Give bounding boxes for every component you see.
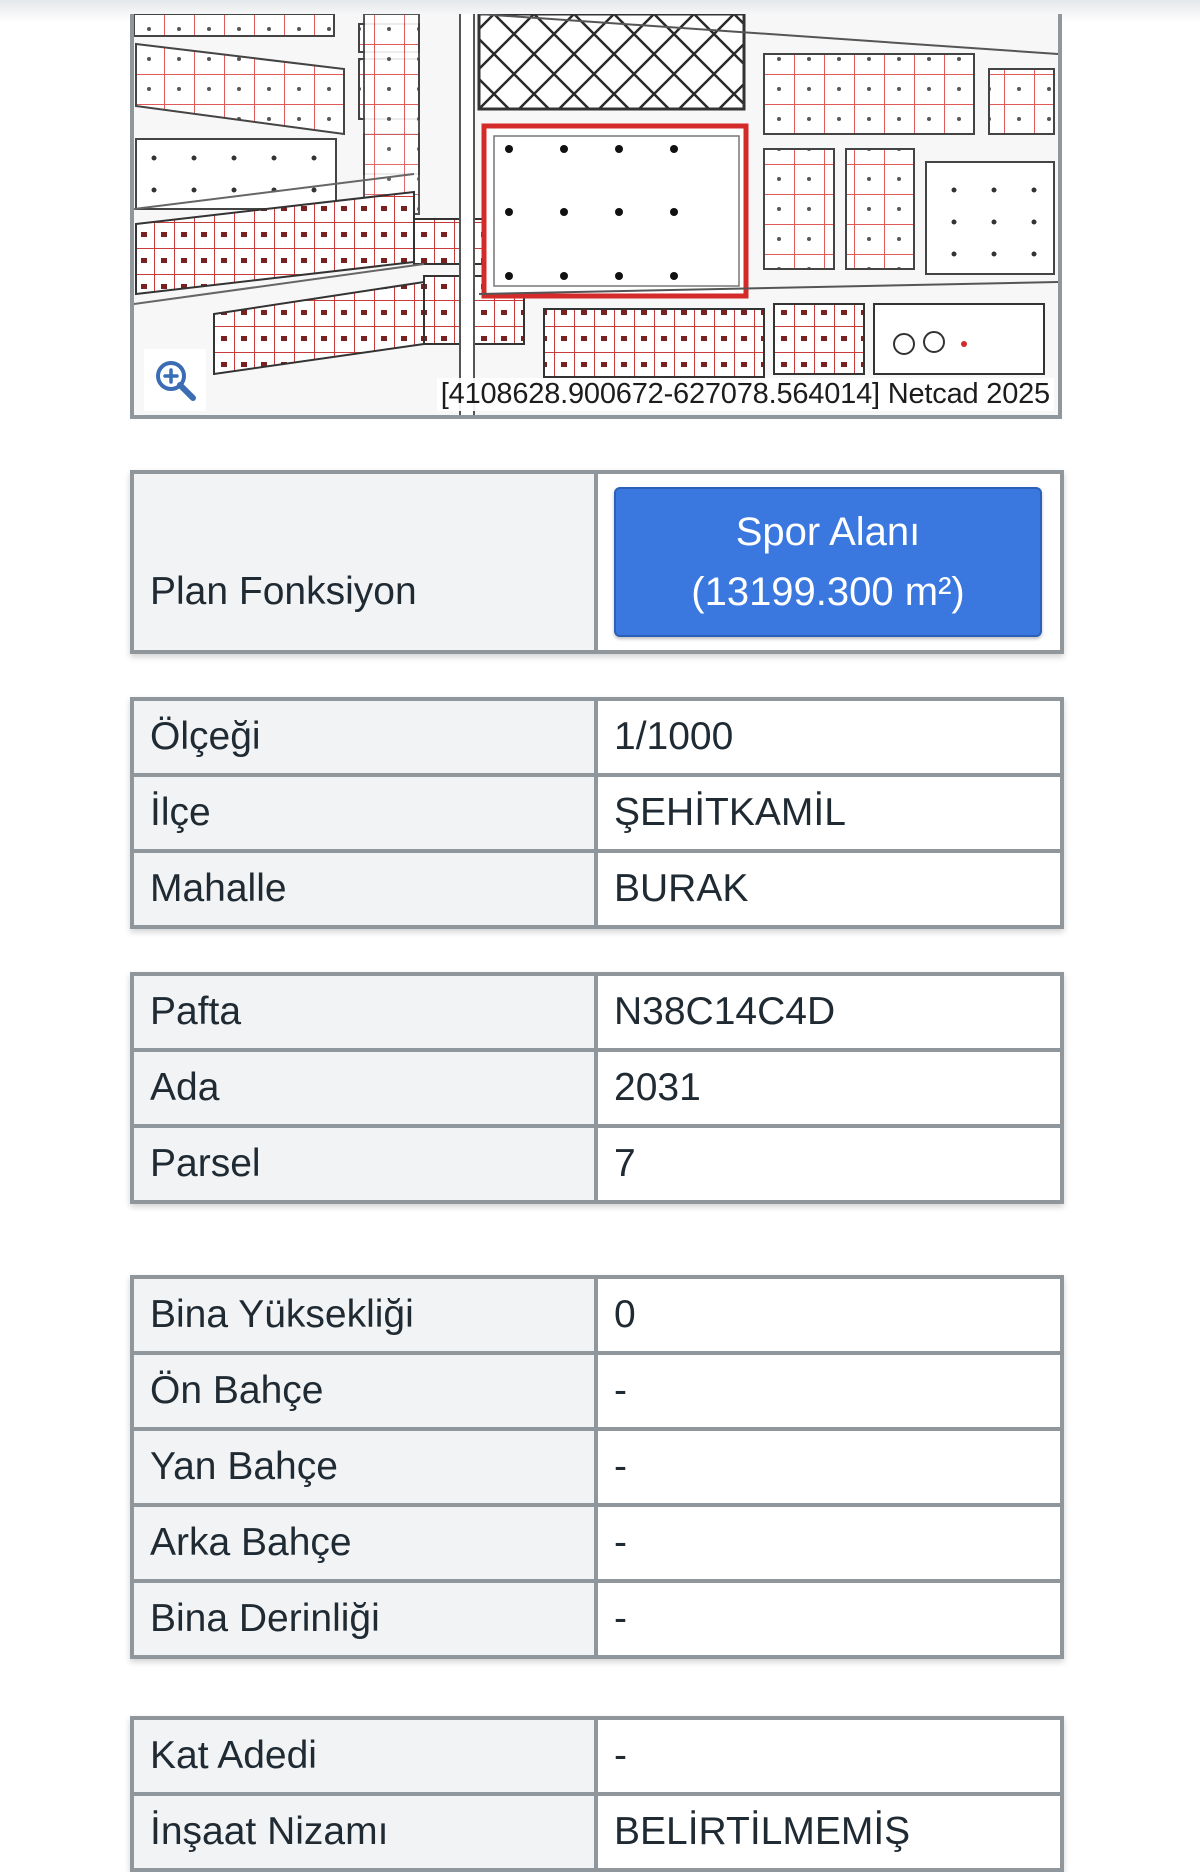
row-value: - (596, 1505, 1062, 1581)
row-label: Kat Adedi (132, 1718, 596, 1794)
row-value: - (596, 1581, 1062, 1657)
table-row (132, 851, 1062, 927)
row-value: 0 (596, 1277, 1062, 1353)
row-label: Yan Bahçe (132, 1429, 596, 1505)
table-row (132, 775, 1062, 851)
row-value: N38C14C4D (596, 974, 1062, 1050)
row-value: ŞEHİTKAMİL (596, 775, 1062, 851)
parcel-table (130, 972, 1064, 1204)
plan-function-name: Spor Alanı (735, 510, 921, 554)
map-zoom-button[interactable] (144, 349, 206, 411)
table-row (132, 1050, 1062, 1126)
map-canvas[interactable] (134, 14, 1058, 415)
table-row (132, 1718, 1062, 1794)
row-value: BURAK (596, 851, 1062, 927)
row-label: Mahalle (132, 851, 596, 927)
row-label: Pafta (132, 974, 596, 1050)
row-label: Bina Derinliği (132, 1581, 596, 1657)
row-label: Ada (132, 1050, 596, 1126)
plan-function-label: Plan Fonksiyon (132, 472, 596, 652)
plan-function-cell (596, 472, 1062, 652)
row-value: 2031 (596, 1050, 1062, 1126)
row-value: - (596, 1429, 1062, 1505)
row-label: Arka Bahçe (132, 1505, 596, 1581)
zoning-map[interactable] (130, 14, 1062, 419)
plan-function-area: (13199.300 m²) (691, 570, 965, 614)
plan-function-button[interactable] (614, 487, 1042, 637)
table-row (132, 1353, 1062, 1429)
row-label: Ölçeği (132, 699, 596, 775)
map-coordinates: [4108628.900672-627078.564014] Netcad 2025 (437, 378, 1054, 411)
plan-function-table (130, 470, 1064, 654)
table-row (132, 1126, 1062, 1202)
row-label: İlçe (132, 775, 596, 851)
row-label: Bina Yüksekliği (132, 1277, 596, 1353)
row-value: BELİRTİLMEMİŞ (596, 1794, 1062, 1870)
table-row (132, 1794, 1062, 1870)
table-row (132, 472, 1062, 652)
row-label: İnşaat Nizamı (132, 1794, 596, 1870)
table-row (132, 1429, 1062, 1505)
table-row (132, 974, 1062, 1050)
row-value: - (596, 1353, 1062, 1429)
zoom-in-magnifier-icon (153, 358, 197, 402)
row-label: Parsel (132, 1126, 596, 1202)
construction-table (130, 1716, 1064, 1872)
table-row (132, 699, 1062, 775)
building-table (130, 1275, 1064, 1659)
table-row (132, 1505, 1062, 1581)
row-value: - (596, 1718, 1062, 1794)
table-row (132, 1277, 1062, 1353)
location-table (130, 697, 1064, 929)
row-label: Ön Bahçe (132, 1353, 596, 1429)
table-row (132, 1581, 1062, 1657)
row-value: 7 (596, 1126, 1062, 1202)
row-value: 1/1000 (596, 699, 1062, 775)
